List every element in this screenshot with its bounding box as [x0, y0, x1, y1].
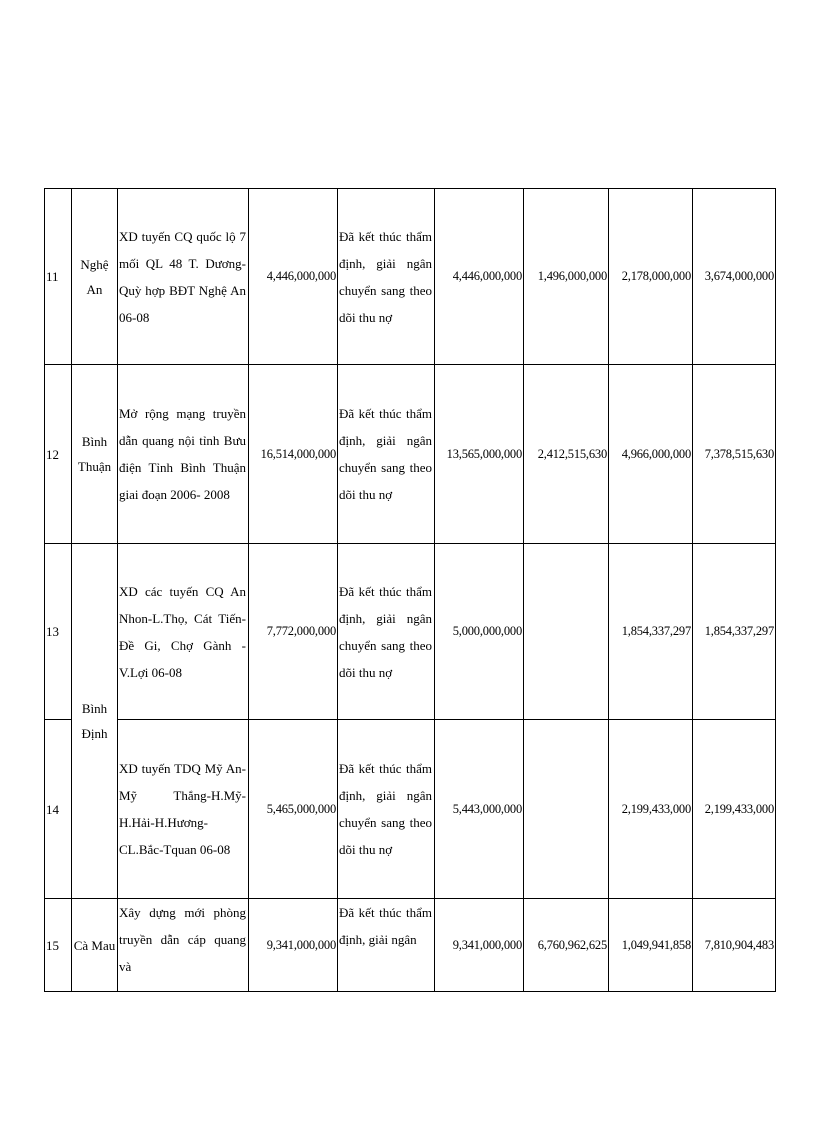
row-number: 14: [45, 720, 72, 899]
project-table: [44, 188, 776, 992]
amount-cell-3: 1,049,941,858: [609, 899, 693, 992]
status-cell: Đã kết thúc thẩm định, giải ngân chuyển sang theo dõi thu nợ: [338, 720, 435, 899]
status-cell: Đã kết thúc thẩm định, giải ngân chuyển sang theo dõi thu nợ: [338, 544, 435, 720]
total-investment-cell: 16,514,000,000: [249, 365, 338, 544]
row-number: 13: [45, 544, 72, 720]
amount-cell-1: 13,565,000,000: [435, 365, 524, 544]
amount-cell-4: 2,199,433,000: [693, 720, 776, 899]
amount-cell-1: 5,000,000,000: [435, 544, 524, 720]
status-cell: Đã kết thúc thẩm định, giải ngân chuyển sang theo dõi thu nợ: [338, 365, 435, 544]
amount-cell-1: 4,446,000,000: [435, 189, 524, 365]
amount-cell-2: 2,412,515,630: [524, 365, 609, 544]
table-row: [45, 365, 776, 544]
table-row: [45, 189, 776, 365]
total-investment-cell: 5,465,000,000: [249, 720, 338, 899]
total-investment-cell: 4,446,000,000: [249, 189, 338, 365]
amount-cell-4: 7,378,515,630: [693, 365, 776, 544]
province-cell: Nghệ An: [72, 189, 118, 365]
amount-cell-3: 4,966,000,000: [609, 365, 693, 544]
amount-cell-2: [524, 720, 609, 899]
amount-cell-2: 1,496,000,000: [524, 189, 609, 365]
amount-cell-1: 9,341,000,000: [435, 899, 524, 992]
amount-cell-2: 6,760,962,625: [524, 899, 609, 992]
province-cell: Bình Thuận: [72, 365, 118, 544]
project-name-cell: XD tuyến TDQ Mỹ An-Mỹ Thắng-H.Mỹ-H.Hải-H.Hương-CL.Bắc-Tquan 06-08: [118, 720, 249, 899]
status-cell: Đã kết thúc thẩm định, giải ngân chuyển sang theo dõi thu nợ: [338, 189, 435, 365]
amount-cell-1: 5,443,000,000: [435, 720, 524, 899]
amount-cell-3: 2,178,000,000: [609, 189, 693, 365]
row-number: 15: [45, 899, 72, 992]
amount-cell-2: [524, 544, 609, 720]
amount-cell-4: 1,854,337,297: [693, 544, 776, 720]
total-investment-cell: 9,341,000,000: [249, 899, 338, 992]
amount-cell-3: 1,854,337,297: [609, 544, 693, 720]
amount-cell-4: 7,810,904,483: [693, 899, 776, 992]
row-number: 11: [45, 189, 72, 365]
table-row: [45, 720, 776, 899]
amount-cell-4: 3,674,000,000: [693, 189, 776, 365]
project-name-cell: Mở rộng mạng truyền dẫn quang nội tỉnh Bưu điện Tỉnh Bình Thuận giai đoạn 2006- 2008: [118, 365, 249, 544]
table-row: [45, 544, 776, 720]
table-row: [45, 899, 776, 992]
project-name-cell: Xây dựng mới phòng truyền dẫn cáp quang và: [118, 899, 249, 992]
amount-cell-3: 2,199,433,000: [609, 720, 693, 899]
row-number: 12: [45, 365, 72, 544]
project-name-cell: XD các tuyến CQ An Nhon-L.Thọ, Cát Tiến-Đề Gi, Chợ Gành - V.Lợi 06-08: [118, 544, 249, 720]
status-cell: Đã kết thúc thẩm định, giải ngân: [338, 899, 435, 992]
province-cell: Cà Mau: [72, 899, 118, 992]
province-cell: Bình Định: [72, 544, 118, 899]
project-name-cell: XD tuyến CQ quốc lộ 7 mối QL 48 T. Dương-Quỳ hợp BĐT Nghệ An 06-08: [118, 189, 249, 365]
total-investment-cell: 7,772,000,000: [249, 544, 338, 720]
